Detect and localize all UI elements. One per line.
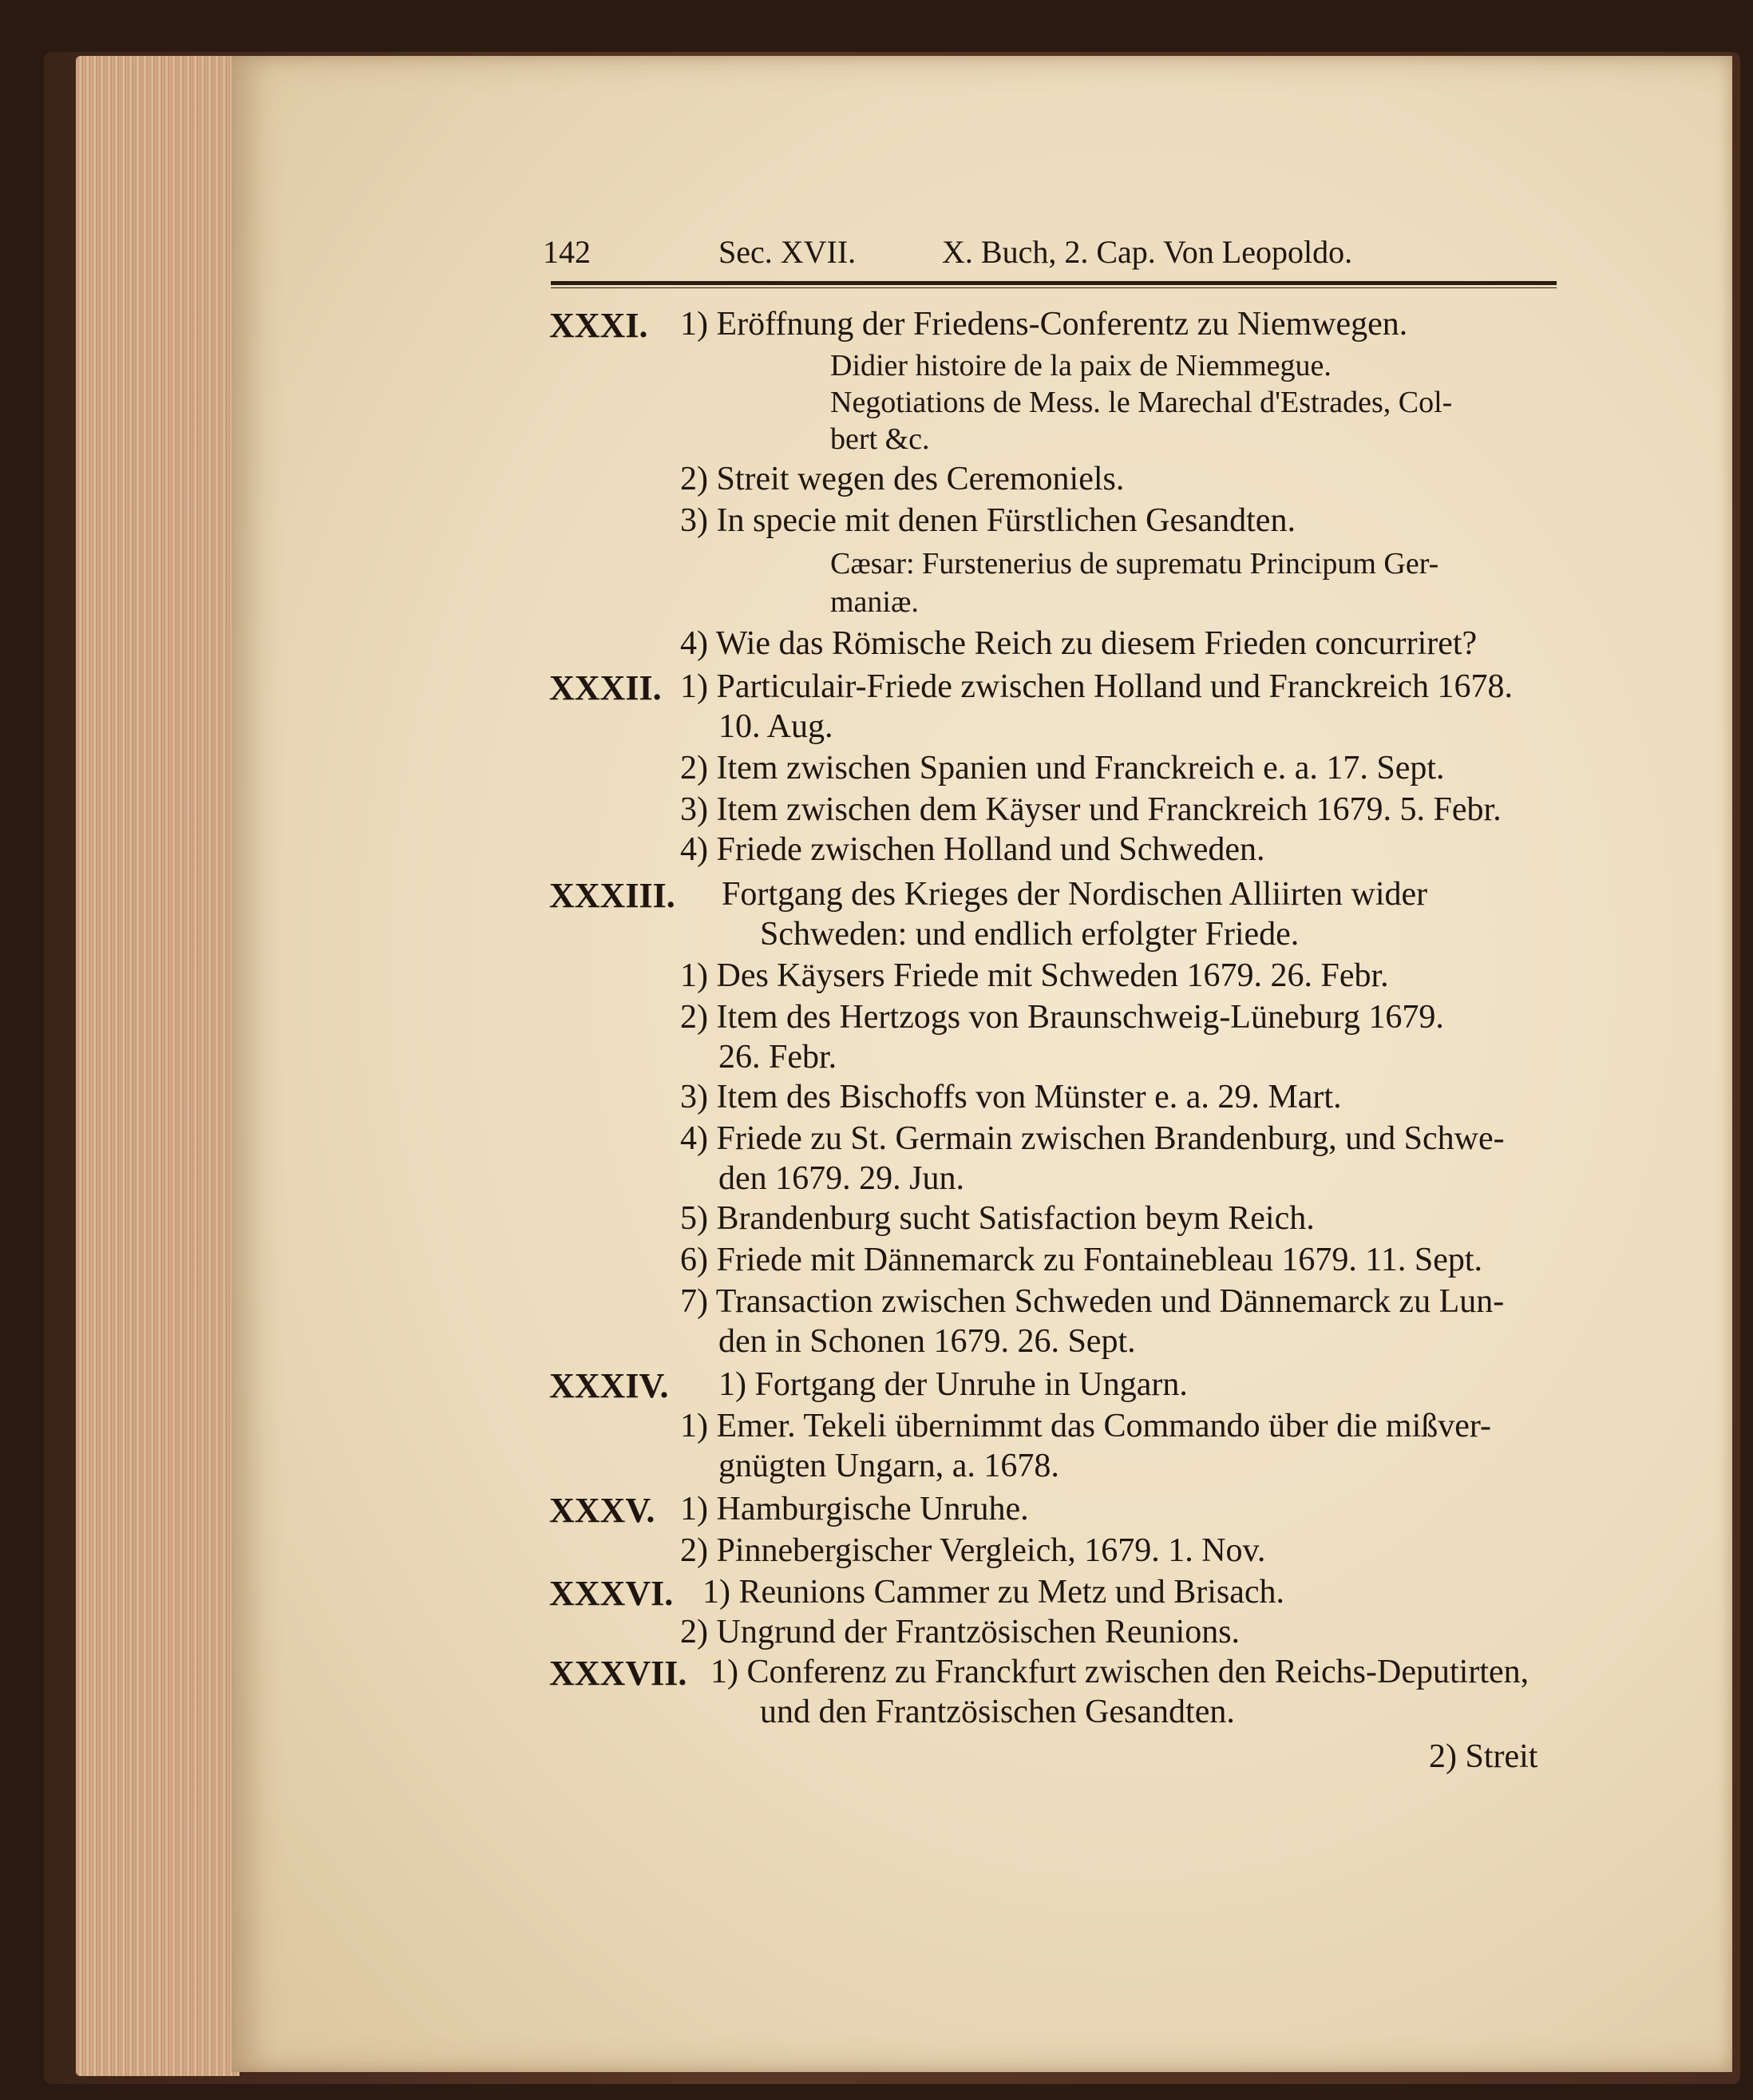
chapter-number: XXXVII. bbox=[549, 1654, 687, 1693]
entry-line: Fortgang des Krieges der Nordischen Alliirten wider bbox=[722, 876, 1428, 913]
entry-line: 5) Brandenburg sucht Satisfaction beym Reich. bbox=[680, 1200, 1315, 1237]
entry-line: und den Frantzösischen Gesandten. bbox=[760, 1694, 1235, 1730]
entry-line: 4) Wie das Römische Reich zu diesem Frieden concurriret? bbox=[680, 625, 1478, 662]
entry-line: 1) Fortgang der Unruhe in Ungarn. bbox=[718, 1366, 1188, 1403]
reference-line: Cæsar: Furstenerius de suprematu Principum Ger- bbox=[830, 547, 1439, 580]
entry-line: 3) In specie mit denen Fürstlichen Gesandten. bbox=[680, 502, 1296, 539]
entry-line: 2) Item zwischen Spanien und Franckreich e. a. 17. Sept. bbox=[680, 750, 1445, 787]
entry-line: 1) Particulair-Friede zwischen Holland und Franckreich 1678. bbox=[680, 668, 1514, 705]
page-edges bbox=[76, 56, 239, 2076]
entry-line: 2) Streit wegen des Ceremoniels. bbox=[680, 461, 1125, 497]
entry-line: 1) Des Käysers Friede mit Schweden 1679. 26. Febr. bbox=[680, 957, 1389, 994]
entry-line: 7) Transaction zwischen Schweden und Dännemarck zu Lun- bbox=[680, 1283, 1505, 1320]
entry-line: den 1679. 29. Jun. bbox=[718, 1160, 964, 1197]
entry-line: 4) Friede zwischen Holland und Schweden. bbox=[680, 831, 1265, 868]
reference-line: bert &c. bbox=[830, 422, 930, 456]
entry-line: 3) Item zwischen dem Käyser und Franckreich 1679. 5. Febr. bbox=[680, 791, 1502, 828]
chapter-number: XXXVI. bbox=[549, 1574, 674, 1613]
entry-line: 1) Emer. Tekeli übernimmt das Commando über die mißver- bbox=[680, 1408, 1492, 1444]
chapter-number: XXXV. bbox=[549, 1491, 655, 1530]
reference-line: Negotiations de Mess. le Marechal d'Estrades, Col- bbox=[830, 386, 1453, 419]
entry-line: 1) Hamburgische Unruhe. bbox=[680, 1491, 1029, 1527]
chapter-number: XXXIII. bbox=[549, 876, 675, 915]
entry-line: 10. Aug. bbox=[718, 708, 833, 745]
header-rule-thin bbox=[551, 287, 1557, 288]
chapter-number: XXXII. bbox=[549, 668, 662, 707]
section-label: Sec. XVII. bbox=[718, 234, 857, 270]
reference-line: Didier histoire de la paix de Niemmegue. bbox=[830, 349, 1332, 382]
running-title: X. Buch, 2. Cap. Von Leopoldo. bbox=[942, 234, 1353, 270]
chapter-number: XXXIV. bbox=[549, 1366, 669, 1405]
reference-line: maniæ. bbox=[830, 585, 919, 619]
catchword: 2) Streit bbox=[1429, 1738, 1538, 1775]
entry-line: 1) Reunions Cammer zu Metz und Brisach. bbox=[702, 1574, 1285, 1611]
entry-line: 1) Conferenz zu Franckfurt zwischen den Reichs-Deputirten, bbox=[710, 1654, 1529, 1690]
entry-line: 2) Item des Hertzogs von Braunschweig-Lüneburg 1679. bbox=[680, 999, 1444, 1036]
entry-line: 4) Friede zu St. Germain zwischen Brandenburg, und Schwe- bbox=[680, 1120, 1505, 1157]
entry-line: 2) Pinnebergischer Vergleich, 1679. 1. Nov. bbox=[680, 1532, 1266, 1569]
entry-line: 1) Eröffnung der Friedens-Conferentz zu Niemwegen. bbox=[680, 306, 1408, 343]
chapter-number: XXXI. bbox=[549, 306, 648, 345]
entry-line: 26. Febr. bbox=[718, 1039, 837, 1076]
entry-line: 6) Friede mit Dännemarck zu Fontainebleau 1679. 11. Sept. bbox=[680, 1242, 1483, 1278]
entry-line: 3) Item des Bischoffs von Münster e. a. 29. Mart. bbox=[680, 1079, 1342, 1115]
entry-line: gnügten Ungarn, a. 1678. bbox=[718, 1448, 1059, 1484]
entry-line: 2) Ungrund der Frantzösischen Reunions. bbox=[680, 1614, 1241, 1650]
entry-line: Schweden: und endlich erfolgter Friede. bbox=[760, 916, 1300, 953]
page-number: 142 bbox=[543, 234, 591, 270]
header-rule bbox=[551, 281, 1557, 285]
entry-line: den in Schonen 1679. 26. Sept. bbox=[718, 1323, 1136, 1360]
